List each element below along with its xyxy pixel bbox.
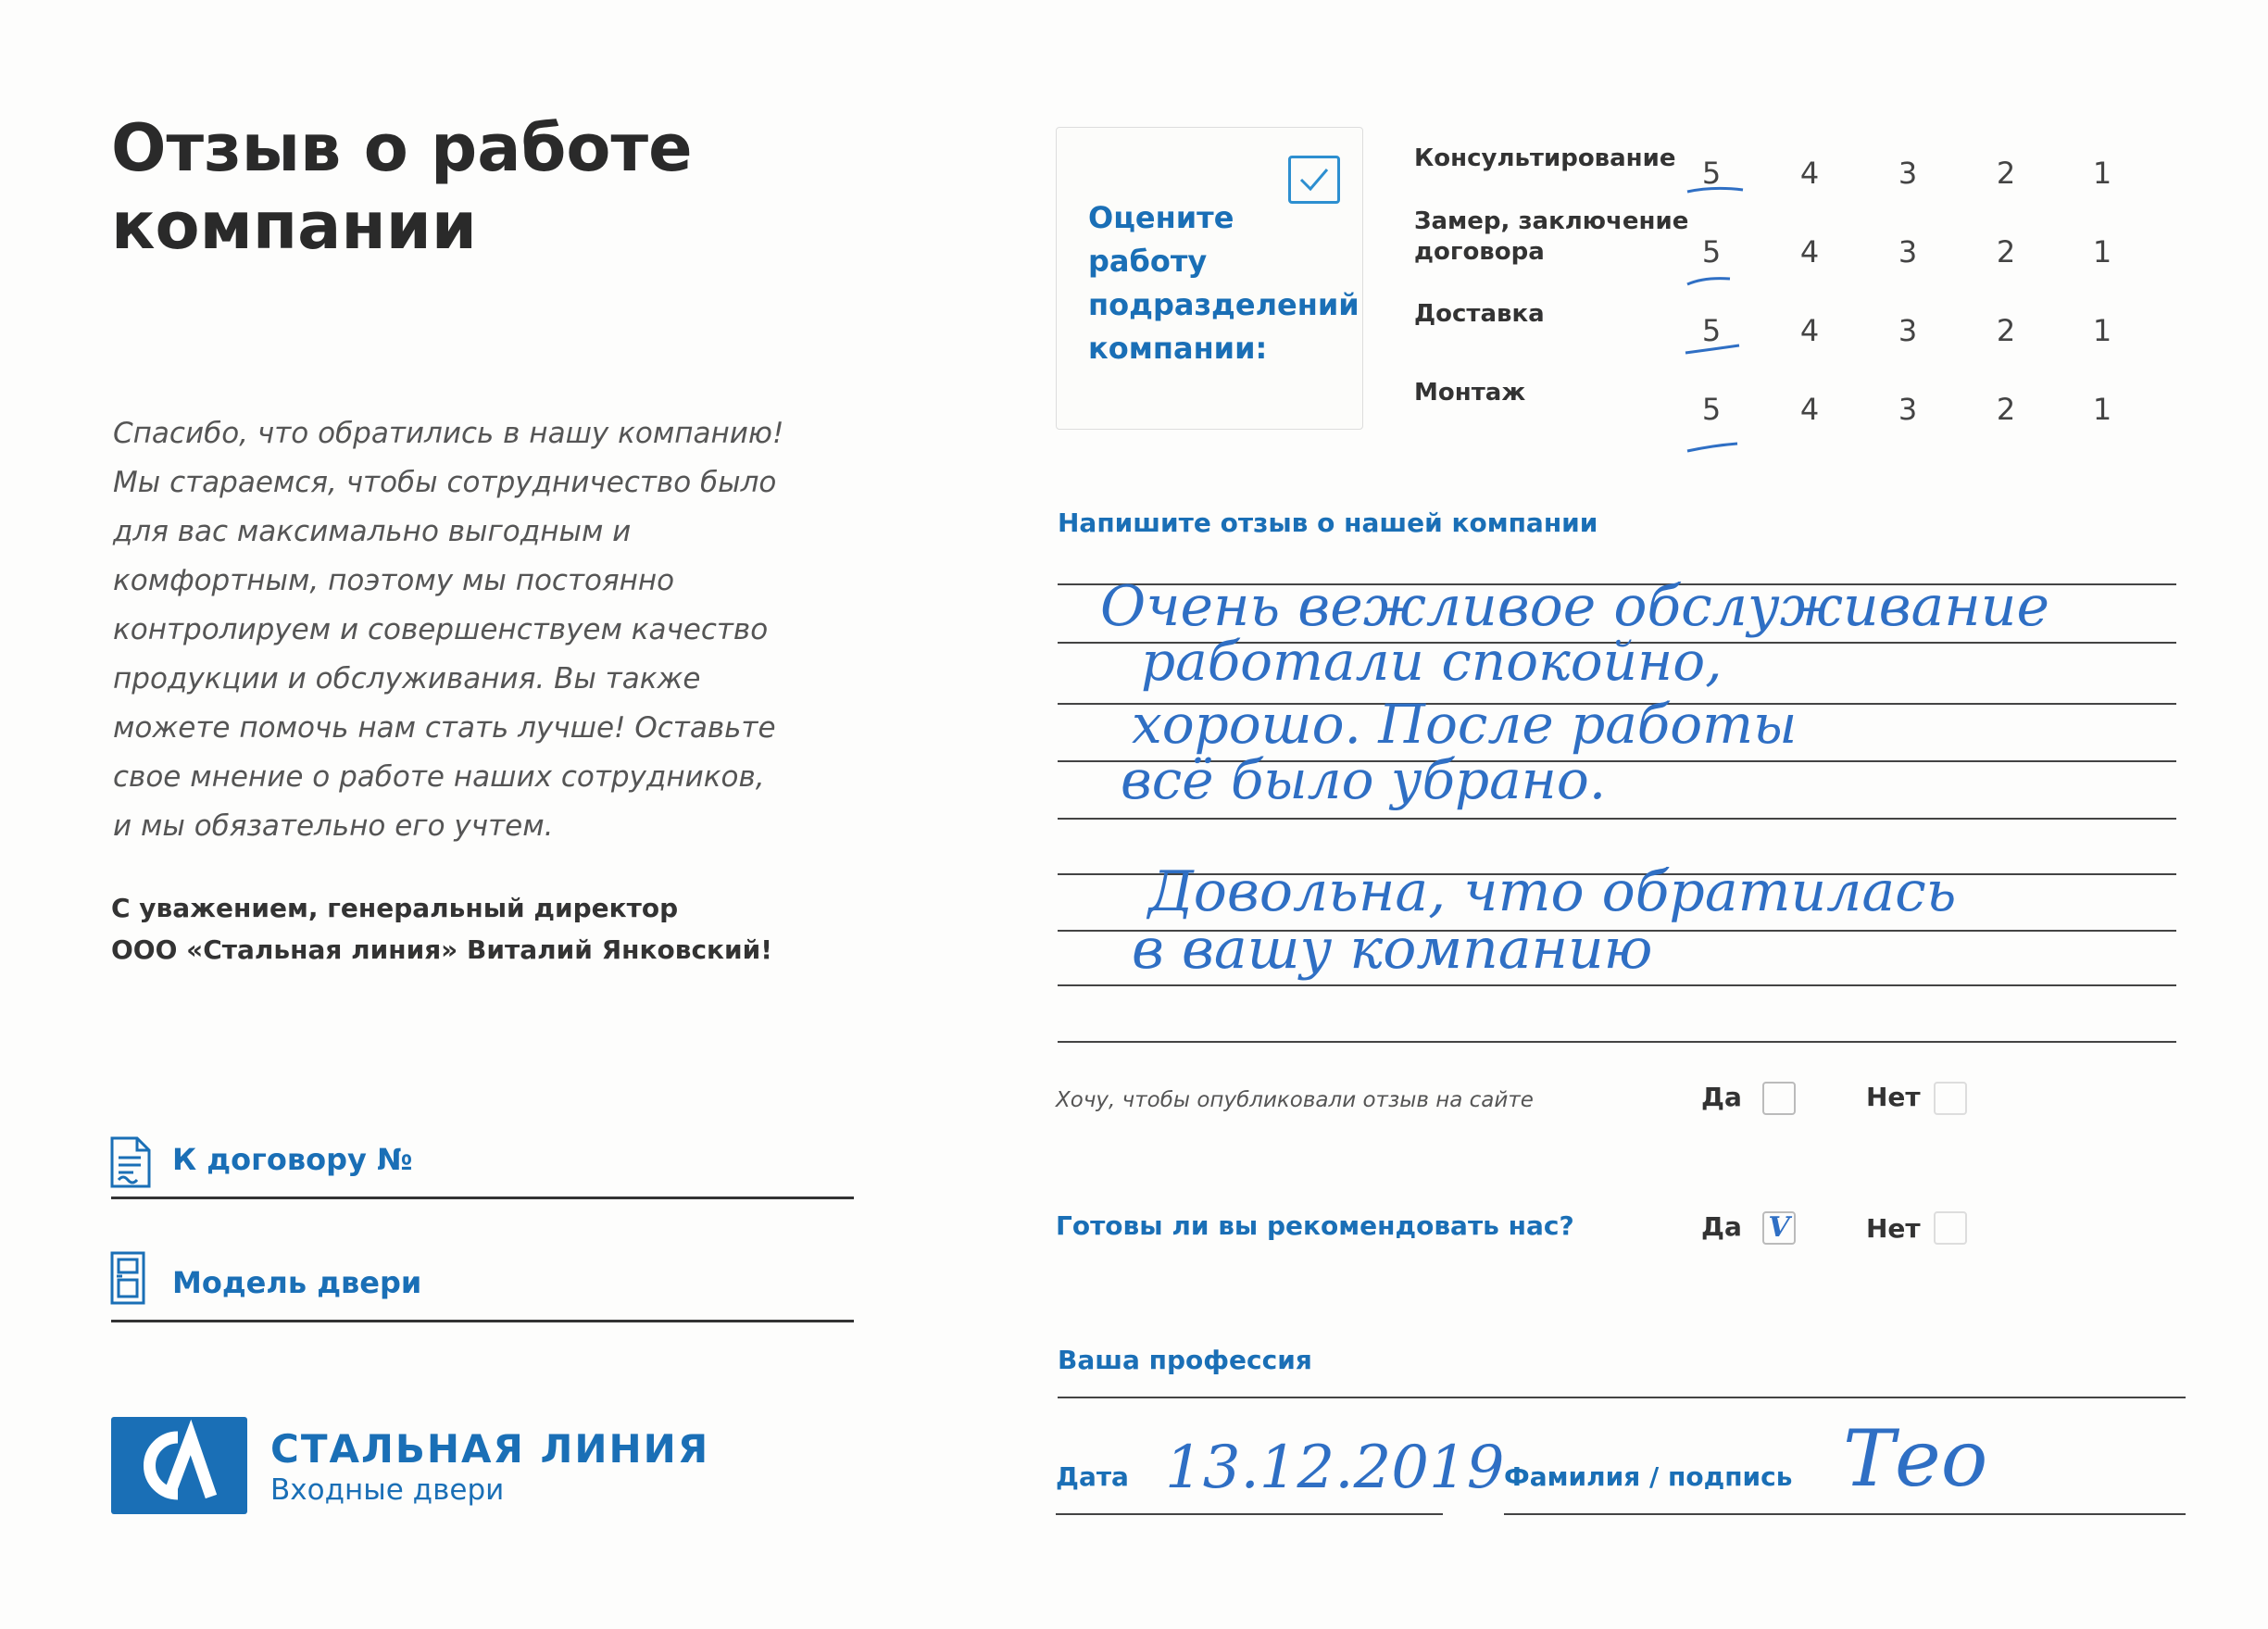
intro-line: продукции и обслуживания. Вы также xyxy=(113,662,701,695)
score-option[interactable]: 2 xyxy=(1996,392,2016,427)
rating-prompt xyxy=(1088,196,1360,370)
page-title xyxy=(111,109,693,265)
score-option[interactable]: 3 xyxy=(1898,392,1918,427)
score-option[interactable]: 2 xyxy=(1996,234,2016,269)
handwritten-review-line: хорошо. После работы xyxy=(1132,693,1798,756)
handwritten-review-line: в вашу компанию xyxy=(1132,917,1653,982)
recommend-question: Готовы ли вы рекомендовать нас? xyxy=(1056,1210,1574,1241)
contract-label: К договору № xyxy=(172,1142,413,1177)
publish-yes-label: Да xyxy=(1701,1082,1742,1112)
score-option[interactable]: 3 xyxy=(1898,156,1918,191)
intro-line: комфортным, поэтому мы постоянно xyxy=(113,564,675,597)
score-option[interactable]: 4 xyxy=(1799,234,1820,269)
category-consulting: Консультирование xyxy=(1414,144,1676,172)
contract-number-line[interactable] xyxy=(111,1197,854,1199)
title-line-2: компании xyxy=(111,188,477,264)
intro-line: свое мнение о работе наших сотрудников, xyxy=(113,760,765,794)
publish-no-checkbox[interactable] xyxy=(1934,1082,1967,1115)
category-installation: Монтаж xyxy=(1414,379,1526,407)
score-option[interactable]: 4 xyxy=(1799,392,1820,427)
publish-no-label: Нет xyxy=(1866,1082,1921,1112)
door-icon xyxy=(109,1250,146,1306)
intro-line: контролируем и совершенствуем качество xyxy=(113,613,769,646)
score-option[interactable]: 1 xyxy=(2092,234,2112,269)
publish-yes-checkbox[interactable] xyxy=(1762,1082,1796,1115)
score-option[interactable]: 1 xyxy=(2092,313,2112,348)
handwritten-review-line: Довольна, что обратилась xyxy=(1148,859,1957,924)
prompt-line: работу xyxy=(1088,244,1208,279)
date-line[interactable] xyxy=(1056,1513,1443,1515)
score-option[interactable]: 5 xyxy=(1701,392,1722,427)
prompt-line: Оцените xyxy=(1088,200,1234,235)
intro-line: Спасибо, что обратились в нашу компанию! xyxy=(113,417,784,450)
intro-text xyxy=(113,409,835,851)
profession-label: Ваша профессия xyxy=(1058,1345,1312,1375)
recommend-yes-label: Да xyxy=(1701,1211,1742,1242)
prompt-line: компании: xyxy=(1088,331,1268,366)
intro-line: для вас максимально выгодным и xyxy=(113,515,632,548)
category-measurement xyxy=(1414,207,1688,268)
recommend-yes-checkbox[interactable]: V xyxy=(1762,1211,1796,1245)
intro-line: Мы стараемся, чтобы сотрудничество было xyxy=(113,466,777,499)
recommend-no-label: Нет xyxy=(1866,1213,1921,1244)
score-option[interactable]: 3 xyxy=(1898,313,1918,348)
score-option[interactable]: 1 xyxy=(2092,156,2112,191)
director-regards xyxy=(111,887,772,971)
category-label-line: Замер, заключение xyxy=(1414,207,1689,235)
selected-score-marks xyxy=(1676,181,1750,458)
door-model-line[interactable] xyxy=(111,1320,854,1322)
score-option[interactable]: 5 xyxy=(1701,156,1722,191)
document-icon xyxy=(109,1135,152,1189)
score-option[interactable]: 3 xyxy=(1898,234,1918,269)
recommend-no-checkbox[interactable] xyxy=(1934,1211,1967,1245)
handwritten-review-line: всё было убрано. xyxy=(1121,748,1607,811)
score-option[interactable]: 1 xyxy=(2092,392,2112,427)
score-option[interactable]: 2 xyxy=(1996,156,2016,191)
profession-line[interactable] xyxy=(1058,1397,2186,1398)
rating-prompt-box xyxy=(1056,127,1363,430)
score-option[interactable]: 5 xyxy=(1701,234,1722,269)
signature-line[interactable] xyxy=(1504,1513,2186,1515)
logo-mark xyxy=(111,1417,247,1514)
score-option[interactable]: 5 xyxy=(1701,313,1722,348)
review-heading: Напишите отзыв о нашей компании xyxy=(1058,507,1598,538)
regards-line-1: С уважением, генеральный директор xyxy=(111,893,679,923)
review-line xyxy=(1058,1041,2176,1043)
date-value: 13.12.2019 xyxy=(1165,1434,1505,1502)
door-model-label: Модель двери xyxy=(172,1265,422,1300)
regards-line-2: ООО «Стальная линия» Виталий Янковский! xyxy=(111,934,773,965)
review-line xyxy=(1058,984,2176,986)
prompt-line: подразделений xyxy=(1088,287,1360,322)
date-label: Дата xyxy=(1056,1461,1129,1492)
score-option[interactable]: 2 xyxy=(1996,313,2016,348)
category-label-line: договора xyxy=(1414,238,1545,266)
publish-label: Хочу, чтобы опубликовали отзыв на сайте xyxy=(1056,1088,1534,1112)
review-line xyxy=(1058,818,2176,820)
score-option[interactable]: 4 xyxy=(1799,156,1820,191)
handwritten-review-line: работали спокойно, xyxy=(1141,630,1723,693)
handwritten-review-line: Очень вежливое обслуживание xyxy=(1100,574,2049,639)
category-delivery: Доставка xyxy=(1414,300,1545,328)
intro-line: можете помочь нам стать лучше! Оставьте xyxy=(113,711,776,745)
logo-tagline: Входные двери xyxy=(270,1473,505,1507)
logo-name: СТАЛЬНАЯ ЛИНИЯ xyxy=(270,1426,710,1472)
signature-value: Тео xyxy=(1843,1413,1988,1504)
intro-line: и мы обязательно его учтем. xyxy=(113,809,554,843)
signature-label: Фамилия / подпись xyxy=(1504,1461,1793,1492)
title-line-1: Отзыв о работе xyxy=(111,110,693,186)
score-option[interactable]: 4 xyxy=(1799,313,1820,348)
